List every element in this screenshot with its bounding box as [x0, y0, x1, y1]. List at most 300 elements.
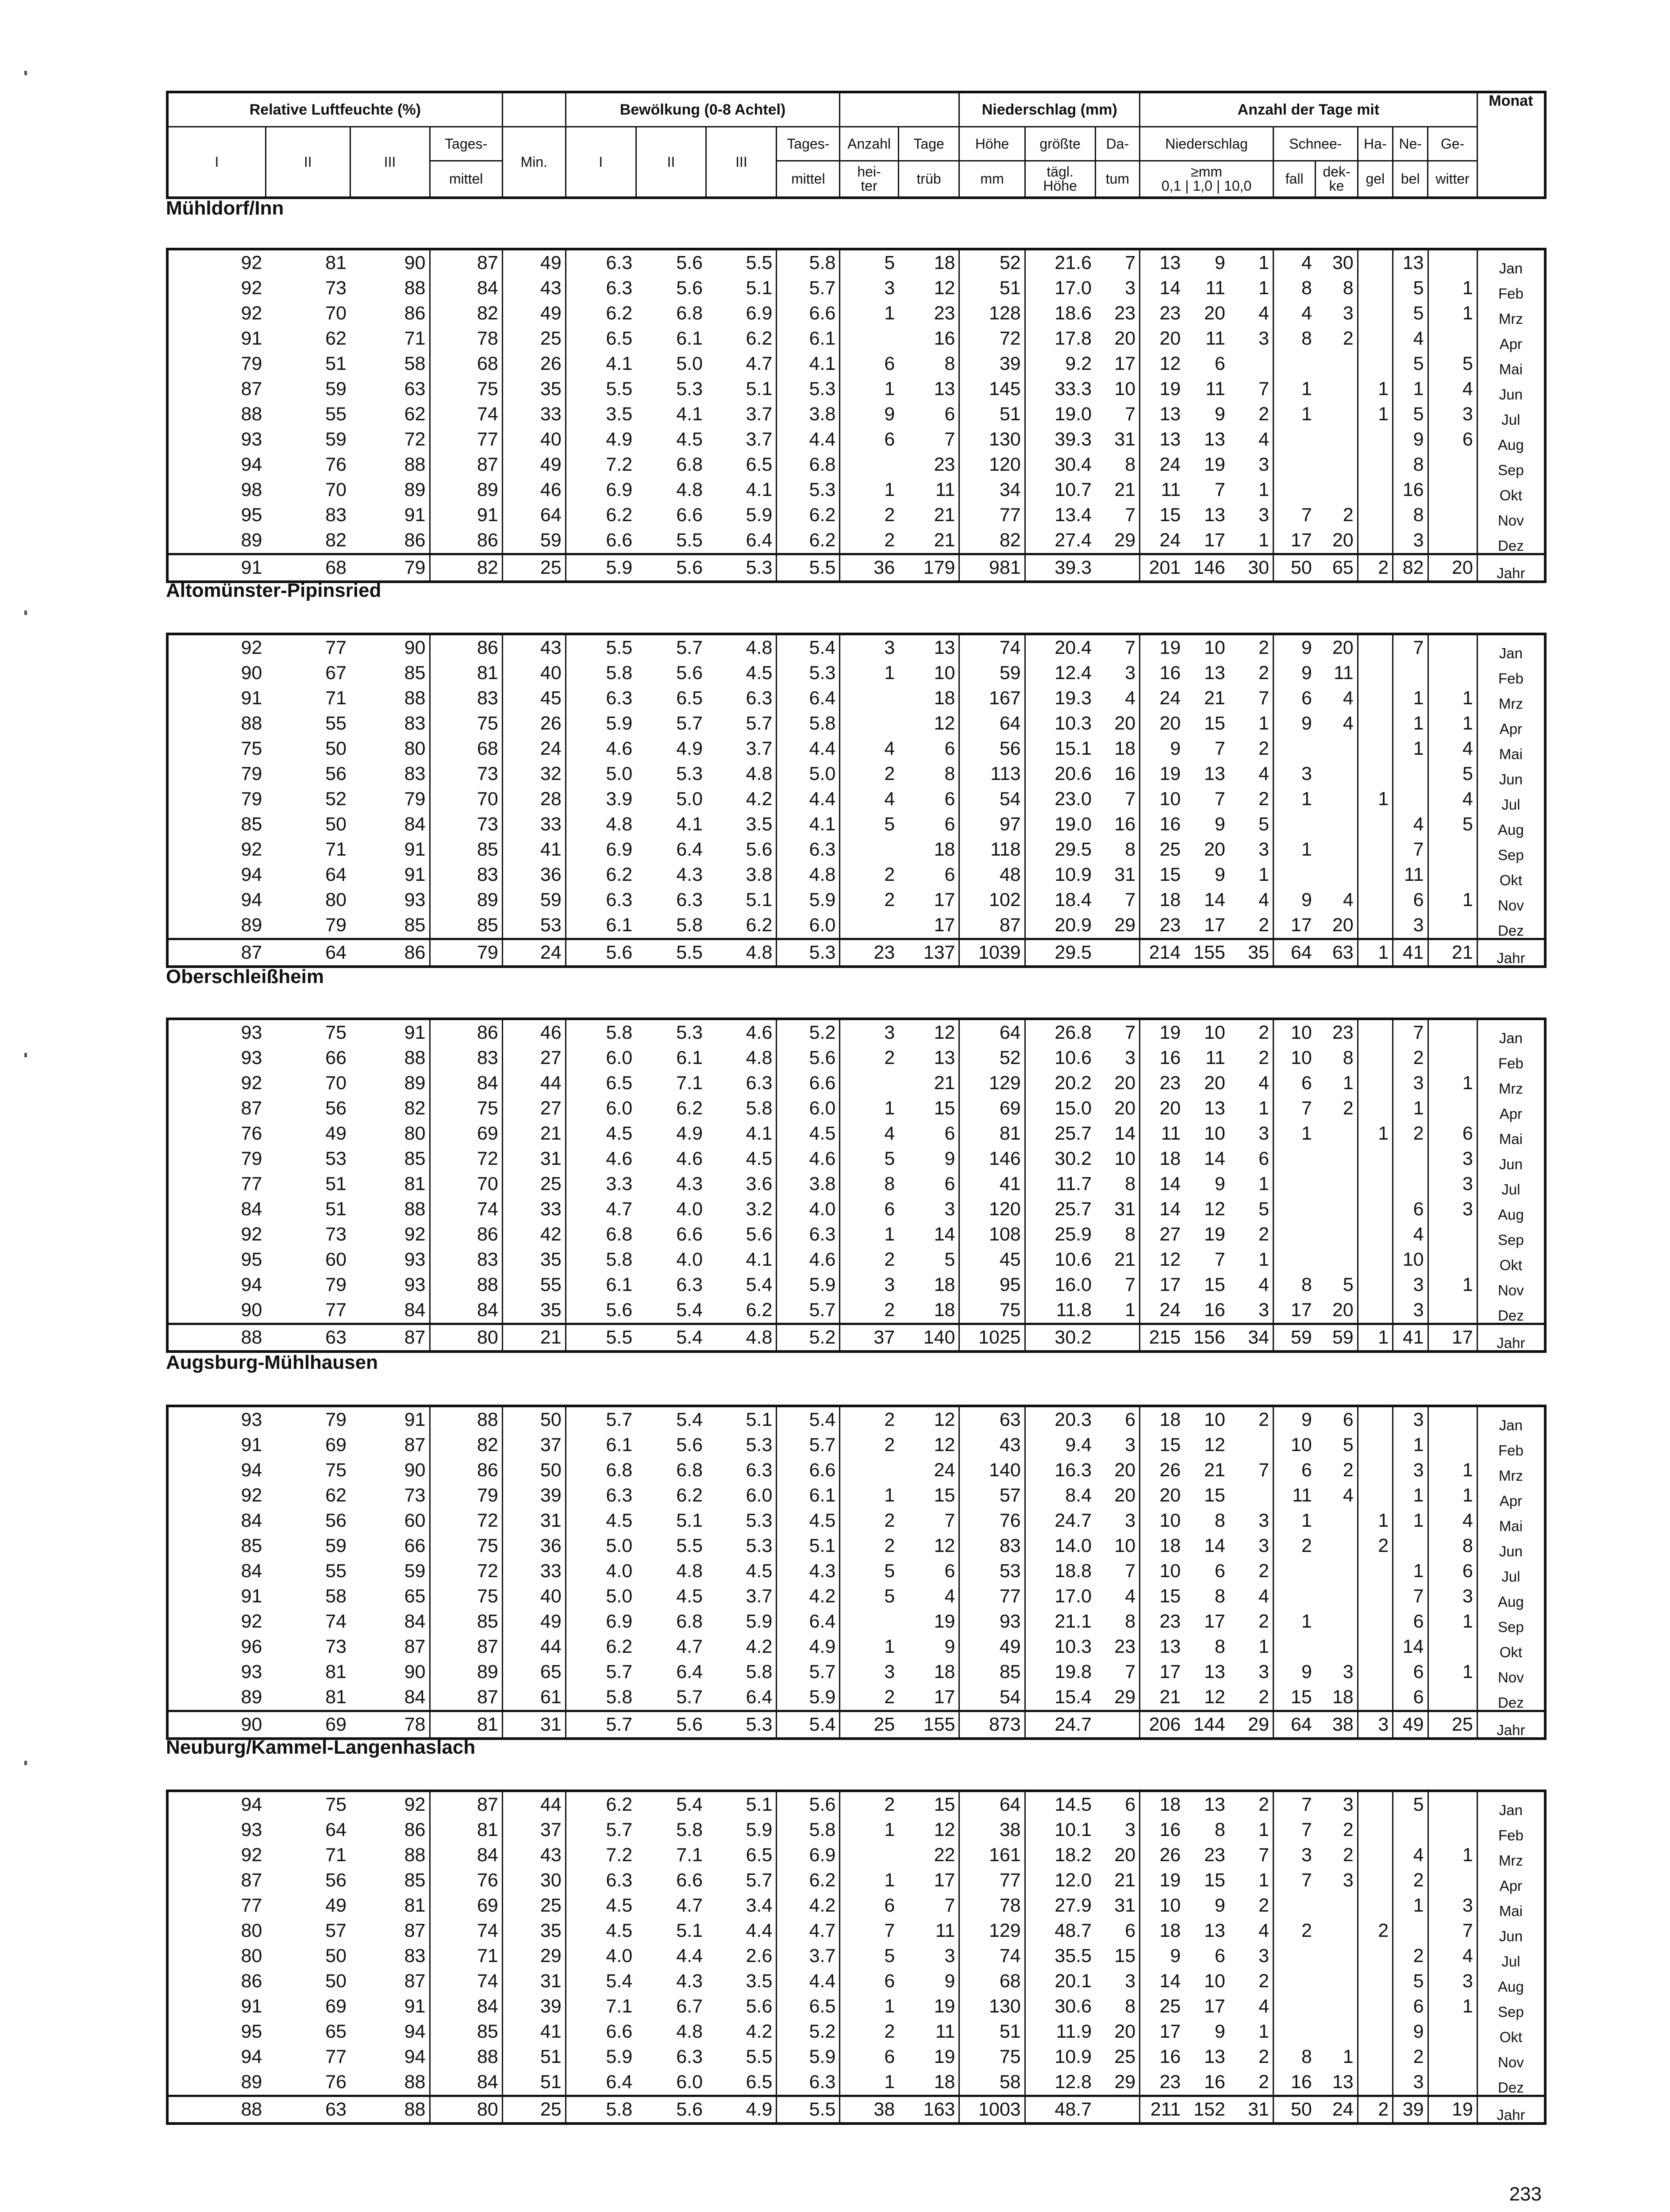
data-cell: 82 [430, 1432, 502, 1458]
data-cell: 48.7 [1054, 1920, 1092, 1941]
data-cell: 85 [430, 2019, 502, 2044]
data-cell [1316, 761, 1358, 787]
data-cell: 86 [241, 1970, 262, 1992]
data-cell: 20.2 [1054, 1072, 1092, 1094]
data-cell: 49 [502, 1609, 566, 1634]
data-cell: 7 [1095, 402, 1140, 427]
data-cell [1316, 1943, 1358, 1969]
data-cell: 51 [502, 2044, 566, 2070]
data-cell: 7 [1229, 1843, 1274, 1868]
month-row [167, 351, 1545, 376]
data-cell: 24 [1159, 530, 1181, 551]
data-cell: 3 [884, 1022, 895, 1043]
data-cell: 13 [1204, 1098, 1225, 1119]
data-cell: 6.4 [706, 1685, 777, 1711]
col-rh-II: II [266, 127, 350, 198]
month-label: Jahr [1477, 2096, 1545, 2124]
data-cell: 7 [898, 427, 959, 452]
data-cell: 4.8 [706, 761, 777, 787]
data-cell: 108 [959, 1222, 1025, 1247]
data-cell: 6.0 [777, 1096, 840, 1121]
data-cell: 88 [350, 686, 430, 711]
data-cell: 4 [1095, 1584, 1140, 1609]
data-cell [1428, 452, 1477, 477]
header-month: Monat [1477, 92, 1545, 198]
data-cell: 9 [898, 1969, 959, 1994]
data-cell: 95 [241, 1249, 262, 1270]
data-cell: 6.0 [706, 1483, 777, 1508]
year-row [167, 554, 1545, 582]
data-cell: 75 [325, 1459, 347, 1481]
data-cell: 5.6 [606, 1299, 633, 1321]
data-cell: 82 [430, 554, 502, 582]
data-cell: 84 [430, 1071, 502, 1096]
data-cell: 12 [1159, 1249, 1181, 1270]
data-cell: 9 [884, 403, 895, 425]
data-cell: 128 [959, 301, 1025, 326]
data-cell: 69 [325, 1996, 347, 2017]
data-cell: 6.6 [606, 530, 633, 551]
data-cell: 13 [1159, 252, 1181, 273]
data-cell: 90 [241, 1299, 262, 1321]
data-cell [1428, 661, 1477, 686]
data-cell: 15 [1159, 1434, 1181, 1455]
data-cell: 5.4 [777, 634, 840, 661]
header-rel-humidity: Relative Luftfeuchte (%) [167, 92, 502, 127]
data-cell: 5.9 [777, 2044, 840, 2070]
data-cell [1358, 1171, 1393, 1197]
month-row [167, 1432, 1545, 1458]
month-row [167, 1406, 1545, 1432]
data-cell: 65 [325, 2021, 347, 2042]
data-cell: 10 [1204, 1970, 1225, 1992]
month-label: Nov [1498, 1282, 1524, 1298]
data-cell: 5.8 [706, 1659, 777, 1685]
data-cell: 88 [430, 1406, 502, 1432]
data-cell: 6.4 [676, 1661, 703, 1682]
data-cell: 4.1 [777, 812, 840, 837]
data-cell: 19 [1159, 1022, 1181, 1043]
data-cell: 2 [1229, 1893, 1274, 1918]
data-cell: 6 [898, 787, 959, 812]
data-cell: 59 [350, 1559, 430, 1584]
data-cell: 13 [1204, 1794, 1225, 1815]
data-cell: 31 [502, 1711, 566, 1739]
data-cell: 3 [1095, 1969, 1140, 1994]
data-cell: 8 [1215, 1586, 1225, 1607]
data-cell: 4 [1393, 326, 1428, 351]
data-cell: 20 [1159, 328, 1181, 349]
data-cell: 10 [1291, 1434, 1312, 1455]
month-label: Jahr [1477, 1711, 1545, 1739]
data-cell: 7 [1393, 634, 1428, 661]
data-cell [1316, 812, 1358, 837]
data-cell: 87 [350, 1969, 430, 1994]
month-row [167, 887, 1545, 913]
data-cell: 1 [1229, 1096, 1274, 1121]
data-cell: 6.3 [706, 686, 777, 711]
data-cell: 3 [1229, 1943, 1274, 1969]
data-cell: 6.2 [777, 528, 840, 554]
data-cell: 81 [325, 252, 347, 273]
data-cell: 6.2 [777, 1868, 840, 1893]
data-cell: 2 [1393, 1045, 1428, 1071]
data-cell: 2 [1229, 1019, 1274, 1045]
data-cell: 38 [840, 2096, 898, 2124]
page-number: 233 [1509, 2183, 1542, 2205]
data-cell: 10.3 [1054, 1636, 1092, 1657]
data-cell: 89 [241, 2071, 262, 2093]
data-cell: 2 [1316, 326, 1358, 351]
data-cell: 6.6 [777, 301, 840, 326]
month-label: Aug [1498, 437, 1524, 453]
data-cell: 86 [430, 634, 502, 661]
data-cell: 8 [1301, 2046, 1312, 2067]
data-cell [1274, 351, 1316, 376]
data-cell: 77 [325, 2046, 347, 2067]
data-cell: 9 [1215, 252, 1225, 273]
data-cell: 63 [1316, 939, 1358, 967]
month-row [167, 1533, 1545, 1559]
data-cell: 3.5 [706, 812, 777, 837]
data-cell: 5.6 [706, 1994, 777, 2019]
data-cell: 2 [1229, 634, 1274, 661]
col-taegl: tägl. [1047, 164, 1074, 180]
month-row [167, 1609, 1545, 1634]
data-cell: 23.0 [1054, 788, 1092, 810]
data-cell: 21 [1204, 687, 1225, 709]
data-cell: 10 [1291, 1047, 1312, 1068]
data-cell: 5.2 [777, 1324, 840, 1352]
station-title: Augsburg-Mühlhausen [166, 1352, 378, 1373]
data-cell: 1 [1393, 1508, 1428, 1533]
data-cell: 5.7 [777, 1298, 840, 1324]
data-cell: 77 [430, 427, 502, 452]
data-cell: 27.9 [1054, 1895, 1092, 1916]
data-cell: 62 [325, 1485, 347, 1506]
data-cell: 72 [430, 1559, 502, 1584]
data-cell: 3.9 [606, 788, 633, 810]
month-label: Mrz [1498, 695, 1523, 712]
data-cell: 5.9 [706, 1817, 777, 1843]
data-cell [1274, 736, 1316, 761]
data-cell: 58 [959, 2070, 1025, 2096]
month-label: Jahr [1477, 939, 1545, 967]
data-cell: 2 [1393, 1943, 1428, 1969]
data-cell: 89 [350, 477, 430, 503]
data-cell: 4.2 [706, 787, 777, 812]
data-cell: 55 [325, 1560, 347, 1582]
data-cell: 3 [1316, 1659, 1358, 1685]
data-cell [1358, 1197, 1393, 1222]
data-cell: 70 [325, 479, 347, 500]
data-cell [1316, 2019, 1358, 2044]
data-cell [1274, 452, 1316, 477]
data-cell: 4.2 [777, 1584, 840, 1609]
data-cell: 64 [502, 503, 566, 528]
data-cell: 2 [884, 1249, 895, 1270]
data-cell: 5.9 [706, 1609, 777, 1634]
data-cell: 91 [241, 1434, 262, 1455]
data-cell: 84 [350, 1609, 430, 1634]
data-cell: 73 [430, 812, 502, 837]
data-cell: 87 [350, 1324, 430, 1352]
data-cell: 206 [1140, 1711, 1185, 1739]
data-cell [1358, 1019, 1393, 1045]
month-row [167, 1893, 1545, 1918]
data-cell [1428, 1096, 1477, 1121]
data-cell: 75 [325, 1794, 347, 1815]
data-cell [1358, 661, 1393, 686]
data-cell: 91 [350, 862, 430, 887]
month-row [167, 711, 1545, 736]
data-cell: 54 [959, 1685, 1025, 1711]
header-cloud: Bewölkung (0-8 Achtel) [566, 92, 840, 127]
data-cell [1358, 503, 1393, 528]
data-cell: 2 [884, 1047, 895, 1068]
month-label: Okt [1499, 872, 1523, 888]
data-cell: 43 [502, 634, 566, 661]
month-row [167, 528, 1545, 554]
data-cell: 75 [430, 1584, 502, 1609]
data-cell: 6.1 [606, 914, 633, 936]
data-cell [840, 1071, 898, 1096]
data-cell: 7 [1393, 1019, 1428, 1045]
data-cell: 14 [1204, 1535, 1225, 1556]
data-cell: 5.0 [606, 763, 633, 784]
data-cell: 5.4 [676, 1794, 703, 1815]
data-cell: 8 [1301, 328, 1312, 349]
data-cell [1358, 634, 1393, 661]
data-cell: 6.5 [706, 452, 777, 477]
data-cell: 23 [1159, 1611, 1181, 1632]
data-cell: 13 [1159, 429, 1181, 450]
data-cell: 5.6 [676, 252, 703, 273]
data-cell: 1 [1358, 402, 1393, 427]
col-mm: mm [959, 161, 1025, 198]
data-cell: 75 [430, 376, 502, 402]
data-cell [1358, 862, 1393, 887]
data-cell: 5 [1393, 1969, 1428, 1994]
data-cell: 93 [241, 1022, 262, 1043]
data-cell [1316, 452, 1358, 477]
col-witter: witter [1428, 161, 1477, 198]
data-cell: 26 [502, 351, 566, 376]
data-cell: 51 [959, 2019, 1025, 2044]
data-cell: 96 [241, 1636, 262, 1657]
data-cell: 71 [350, 326, 430, 351]
data-cell: 19 [1204, 1224, 1225, 1245]
data-cell: 51 [325, 353, 347, 374]
data-cell: 3 [1095, 1045, 1140, 1071]
data-cell: 1 [1301, 1123, 1312, 1144]
data-cell: 2 [1358, 2096, 1393, 2124]
data-cell: 92 [350, 1791, 430, 1817]
month-row [167, 1994, 1545, 2019]
data-cell: 51 [959, 276, 1025, 301]
data-cell: 40 [502, 427, 566, 452]
data-cell [1358, 1609, 1393, 1634]
data-cell: 18 [1316, 1685, 1358, 1711]
data-cell: 87 [959, 913, 1025, 939]
data-cell: 2 [1229, 1559, 1274, 1584]
data-cell: 102 [959, 887, 1025, 913]
data-cell: 3.4 [706, 1893, 777, 1918]
col-ha: Ha- [1358, 127, 1393, 161]
month-label: Jan [1499, 1030, 1523, 1046]
data-cell: 21 [1428, 939, 1477, 967]
data-cell: 1 [1229, 249, 1274, 276]
data-cell: 29.5 [1025, 939, 1095, 967]
data-cell: 4 [1428, 736, 1477, 761]
data-cell: 4 [1095, 686, 1140, 711]
data-cell: 81 [430, 1711, 502, 1739]
data-cell: 3 [1428, 1146, 1477, 1171]
data-cell: 93 [241, 1409, 262, 1430]
data-cell: 4.1 [606, 353, 633, 374]
data-cell: 4.3 [676, 864, 703, 885]
data-cell: 15.1 [1054, 738, 1092, 759]
data-cell: 1 [1428, 686, 1477, 711]
data-cell: 4 [1393, 812, 1428, 837]
data-cell: 4 [898, 1584, 959, 1609]
data-cell: 4.9 [606, 429, 633, 450]
data-cell: 14 [1159, 1173, 1181, 1194]
data-cell: 3 [1393, 913, 1428, 939]
data-cell: 4 [1229, 761, 1274, 787]
data-cell: 77 [959, 503, 1025, 528]
data-cell: 39.3 [1054, 429, 1092, 450]
data-cell [1358, 2044, 1393, 2070]
data-cell: 3 [1428, 1969, 1477, 1994]
data-cell: 4 [1316, 686, 1358, 711]
data-cell: 10 [1204, 1123, 1225, 1144]
data-cell: 5.7 [777, 1432, 840, 1458]
data-cell: 12 [1204, 1198, 1225, 1220]
station-table [166, 633, 1547, 968]
data-cell: 15 [1204, 713, 1225, 734]
month-row [167, 1817, 1545, 1843]
data-cell: 7 [1095, 787, 1140, 812]
data-cell: 14 [1393, 1634, 1428, 1659]
data-cell: 19 [1159, 763, 1181, 784]
data-cell: 21.6 [1054, 252, 1092, 273]
data-cell: 16 [898, 326, 959, 351]
data-cell: 5.1 [676, 1510, 703, 1531]
col-da: Da- [1095, 127, 1140, 161]
column-header [166, 91, 1547, 199]
data-cell [1358, 1406, 1393, 1432]
data-cell: 14 [1095, 1121, 1140, 1146]
data-cell: 81 [325, 1686, 347, 1708]
data-cell: 39 [959, 351, 1025, 376]
data-cell: 12 [898, 711, 959, 736]
data-cell: 3 [1095, 1508, 1140, 1533]
month-row [167, 2019, 1545, 2044]
data-cell: 4.8 [706, 1045, 777, 1071]
data-cell: 31 [1095, 1893, 1140, 1918]
data-cell: 4.2 [706, 1634, 777, 1659]
month-row [167, 1559, 1545, 1584]
data-cell: 5.3 [676, 763, 703, 784]
data-cell [1316, 1222, 1358, 1247]
data-cell: 58 [325, 1586, 347, 1607]
data-cell: 6.4 [777, 686, 840, 711]
data-cell: 95 [241, 504, 262, 526]
data-cell: 6.3 [606, 277, 633, 299]
month-label: Sep [1498, 2004, 1524, 2020]
data-cell: 3.7 [706, 736, 777, 761]
data-cell: 140 [898, 1324, 959, 1352]
data-cell [1428, 2070, 1477, 2096]
month-row [167, 1659, 1545, 1685]
data-cell: 25.9 [1054, 1224, 1092, 1245]
data-cell: 32 [502, 761, 566, 787]
data-cell: 1 [1229, 862, 1274, 887]
data-cell: 19 [1159, 637, 1181, 658]
data-cell: 59 [1274, 1324, 1316, 1352]
data-cell: 15 [1159, 864, 1181, 885]
data-cell [1393, 787, 1428, 812]
data-cell: 4 [1229, 1272, 1274, 1298]
data-cell: 1 [884, 1819, 895, 1840]
data-cell: 15 [898, 1096, 959, 1121]
data-cell: 71 [430, 1943, 502, 1969]
data-cell: 88 [350, 1197, 430, 1222]
data-cell: 20 [1316, 1298, 1358, 1324]
data-cell: 981 [959, 554, 1025, 582]
data-cell: 8.4 [1065, 1485, 1092, 1506]
data-cell: 1 [884, 1485, 895, 1506]
data-cell: 20.3 [1054, 1409, 1092, 1430]
data-cell [1358, 1247, 1393, 1272]
data-cell: 155 [898, 1711, 959, 1739]
data-cell: 29.5 [1054, 839, 1092, 860]
header-precip: Niederschlag (mm) [959, 92, 1140, 127]
data-cell: 1 [1393, 736, 1428, 761]
data-cell: 82 [430, 301, 502, 326]
data-cell: 18 [1159, 1148, 1181, 1169]
data-cell: 9 [1170, 738, 1181, 759]
data-cell: 3 [1095, 1432, 1140, 1458]
data-cell: 80 [241, 1945, 262, 1966]
data-cell: 56 [325, 1870, 347, 1891]
data-cell [1274, 2019, 1316, 2044]
data-cell: 24.7 [1054, 1510, 1092, 1531]
data-cell [1274, 1994, 1316, 2019]
data-cell: 5.8 [777, 1817, 840, 1843]
data-cell: 85 [430, 1609, 502, 1634]
data-cell: 85 [959, 1659, 1025, 1685]
data-cell: 7 [1301, 1870, 1312, 1891]
data-cell: 15 [1159, 1586, 1181, 1607]
data-cell [1358, 1843, 1393, 1868]
data-cell: 3.8 [777, 1171, 840, 1197]
data-cell [1428, 1791, 1477, 1817]
data-cell [1316, 1197, 1358, 1222]
data-cell: 27 [1159, 1224, 1181, 1245]
data-cell: 7 [1229, 686, 1274, 711]
data-cell: 29 [502, 1943, 566, 1969]
data-cell: 10 [1095, 1146, 1140, 1171]
station-table [166, 248, 1547, 583]
data-cell: 59 [502, 887, 566, 913]
data-cell: 14.5 [1054, 1794, 1092, 1815]
data-cell: 17 [898, 913, 959, 939]
data-cell: 63 [266, 2096, 350, 2124]
data-cell: 9 [1301, 662, 1312, 684]
data-cell: 6 [1301, 1072, 1312, 1094]
